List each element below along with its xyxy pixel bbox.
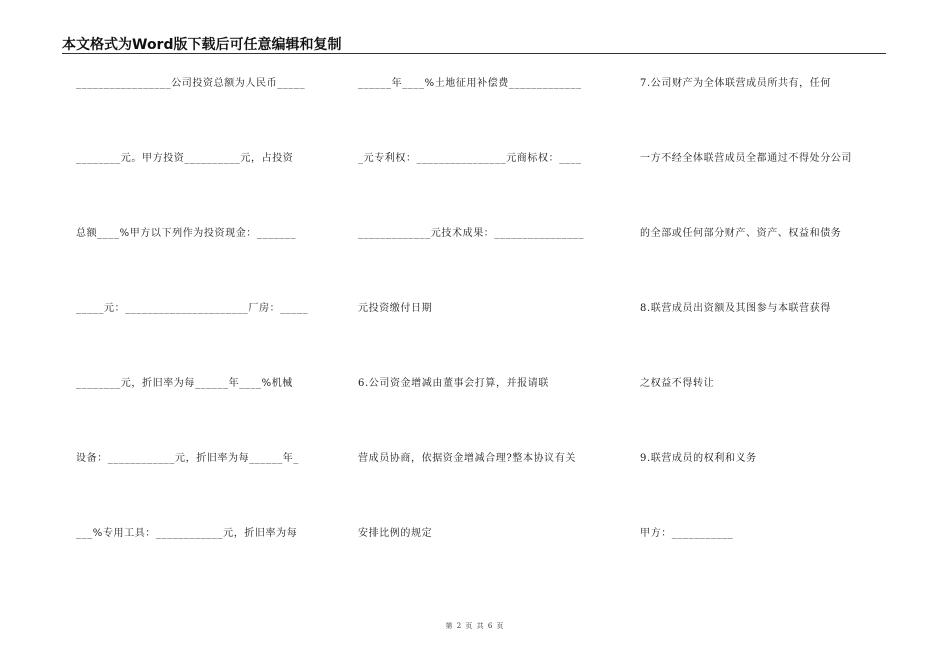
text-line: 营成员协商，依据资金增减合理?整本协议有关 <box>358 453 576 464</box>
text-line: _____元：______________________厂房：_____ <box>76 303 309 314</box>
text-line: _元专利权：________________元商标权：____ <box>358 153 582 164</box>
text-line: 8.联营成员出资额及其图参与本联营获得 <box>640 303 831 314</box>
text-line: ________元。甲方投资__________元，占投资 <box>76 153 294 164</box>
text-line: 甲方：___________ <box>640 528 734 539</box>
text-line: 9.联营成员的权利和义务 <box>640 453 757 464</box>
text-line: 6.公司资金增减由董事会打算，并报请联 <box>358 378 549 389</box>
text-line: ________元，折旧率为每______年____%机械 <box>76 378 293 389</box>
header-divider <box>62 53 886 54</box>
text-line: 设备：____________元，折旧率为每______年_ <box>76 453 299 464</box>
text-line: 的全部或任何部分财产、资产、权益和债务 <box>640 228 842 239</box>
page-number-footer: 第 2 页 共 6 页 <box>445 622 505 630</box>
text-line: 元投资缴付日期 <box>358 303 433 314</box>
text-line: 之权益不得转让 <box>640 378 715 389</box>
text-line: ______年____%土地征用补偿费_____________ <box>358 78 582 89</box>
document-header-title: 本文格式为Word版下载后可任意编辑和复制 <box>62 37 342 53</box>
text-line: _____________元技术成果：________________ <box>358 228 584 239</box>
text-line: _________________公司投资总额为人民币_____ <box>76 78 306 89</box>
text-line: 安排比例的规定 <box>358 528 433 539</box>
text-line: ___%专用工具：____________元，折旧率为每 <box>76 528 298 539</box>
text-line: 一方不经全体联营成员全都通过不得处分公司 <box>640 153 852 164</box>
text-line: 总额____%甲方以下列作为投资现金：_______ <box>76 228 297 239</box>
text-line: 7.公司财产为全体联营成员所共有，任何 <box>640 78 831 89</box>
